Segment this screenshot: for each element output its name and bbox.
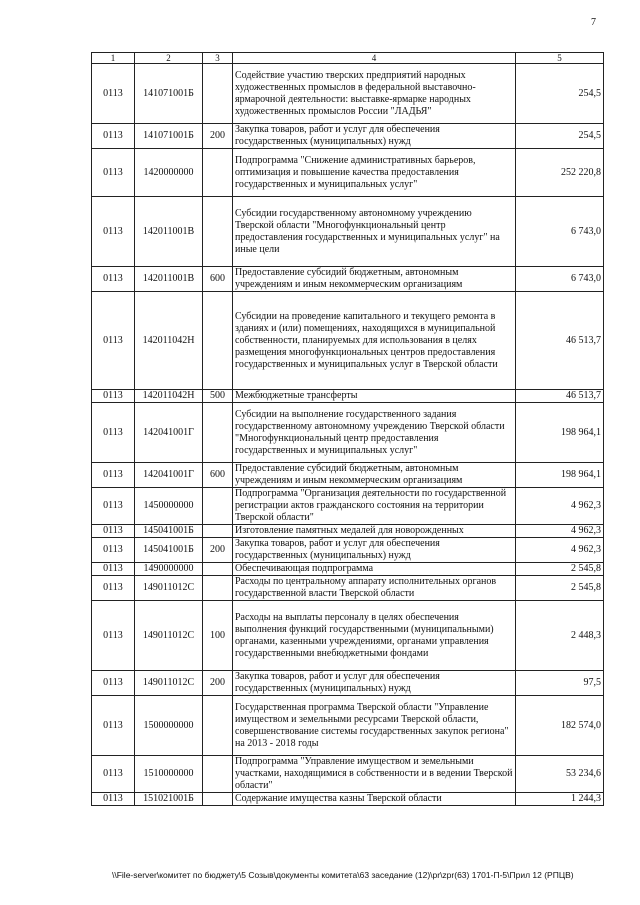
amount-cell: 2 448,3	[516, 601, 604, 671]
item-name-cell: Закупка товаров, работ и услуг для обеспечения государственных (муниципальных) нужд	[233, 538, 516, 563]
table-row	[92, 576, 604, 601]
section-code-cell: 0113	[92, 538, 135, 563]
expense-type-cell	[203, 756, 233, 793]
item-name-cell: Субсидии государственному автономному учреждению Тверской области "Многофункциональный центр предоставления государственных и муниципальных услуг" на иные цели	[233, 197, 516, 267]
item-name-cell: Расходы по центральному аппарату исполнительных органов государственной власти Тверской области	[233, 576, 516, 601]
target-code-cell: 145041001Б	[135, 538, 203, 563]
target-code-cell: 141071001Б	[135, 124, 203, 149]
section-code-cell: 0113	[92, 403, 135, 463]
amount-cell: 2 545,8	[516, 576, 604, 601]
item-name-cell: Подпрограмма "Управление имуществом и земельными участками, находящимися в собственности и в ведении Тверской области"	[233, 756, 516, 793]
section-code-cell: 0113	[92, 64, 135, 124]
expense-type-cell	[203, 576, 233, 601]
amount-cell: 53 234,6	[516, 756, 604, 793]
expense-type-cell: 200	[203, 538, 233, 563]
target-code-cell: 142011042Н	[135, 390, 203, 403]
section-code-cell: 0113	[92, 197, 135, 267]
target-code-cell: 1420000000	[135, 149, 203, 197]
table-row	[92, 793, 604, 806]
amount-cell: 4 962,3	[516, 488, 604, 525]
item-name-cell: Содержание имущества казны Тверской области	[233, 793, 516, 806]
expense-type-cell: 600	[203, 463, 233, 488]
section-code-cell: 0113	[92, 671, 135, 696]
amount-cell: 97,5	[516, 671, 604, 696]
amount-cell: 1 244,3	[516, 793, 604, 806]
table-row	[92, 124, 604, 149]
section-code-cell: 0113	[92, 601, 135, 671]
table-row	[92, 756, 604, 793]
section-code-cell: 0113	[92, 793, 135, 806]
target-code-cell: 1490000000	[135, 563, 203, 576]
expense-type-cell	[203, 793, 233, 806]
table-row	[92, 149, 604, 197]
budget-table	[91, 52, 604, 806]
item-name-cell: Расходы на выплаты персоналу в целях обеспечения выполнения функций государственными (муниципальными) органами, казенными учреждениями, органами управления государственными внебюджетными фондами	[233, 601, 516, 671]
item-name-cell: Субсидии на проведение капитального и текущего ремонта в зданиях и (или) помещениях, находящихся в муниципальной собственности, планируемых для использования в целях размещения многофункциональных центров предоставления государственных и муниципальных услуг в Тверской области	[233, 292, 516, 390]
table-row	[92, 601, 604, 671]
expense-type-cell	[203, 488, 233, 525]
amount-cell: 254,5	[516, 64, 604, 124]
item-name-cell: Межбюджетные трансферты	[233, 390, 516, 403]
table-row	[92, 390, 604, 403]
column-header: 1	[92, 53, 135, 64]
amount-cell: 2 545,8	[516, 563, 604, 576]
item-name-cell: Подпрограмма "Снижение административных барьеров, оптимизация и повышение качества предоставления государственных и муниципальных услуг"	[233, 149, 516, 197]
file-path-footer: \\File-server\комитет по бюджету\5 Созыв\документы комитета\63 заседание (12)\pr\zpr(63) 1701-П-5\Прил 12 (РПЦВ)	[112, 870, 574, 880]
expense-type-cell: 200	[203, 671, 233, 696]
item-name-cell: Изготовление памятных медалей для новорожденных	[233, 525, 516, 538]
target-code-cell: 1510000000	[135, 756, 203, 793]
amount-cell: 4 962,3	[516, 525, 604, 538]
item-name-cell: Подпрограмма "Организация деятельности по государственной регистрации актов гражданского состояния на территории Тверской области"	[233, 488, 516, 525]
table-row	[92, 696, 604, 756]
column-header: 4	[233, 53, 516, 64]
amount-cell: 46 513,7	[516, 390, 604, 403]
expense-type-cell	[203, 403, 233, 463]
section-code-cell: 0113	[92, 149, 135, 197]
amount-cell: 182 574,0	[516, 696, 604, 756]
table-row	[92, 64, 604, 124]
target-code-cell: 141071001Б	[135, 64, 203, 124]
table-row	[92, 463, 604, 488]
amount-cell: 4 962,3	[516, 538, 604, 563]
section-code-cell: 0113	[92, 525, 135, 538]
target-code-cell: 142041001Г	[135, 463, 203, 488]
amount-cell: 46 513,7	[516, 292, 604, 390]
expense-type-cell	[203, 696, 233, 756]
item-name-cell: Государственная программа Тверской области "Управление имуществом и земельными ресурсами Тверской области, совершенствование системы государственных закупок региона" на 2013 - 2018 годы	[233, 696, 516, 756]
section-code-cell: 0113	[92, 488, 135, 525]
item-name-cell: Содействие участию тверских предприятий народных художественных промыслов в федеральной выставочно-ярмарочной деятельности: выставке-ярмарке народных художественных промыслов России "ЛАДЬЯ"	[233, 64, 516, 124]
section-code-cell: 0113	[92, 696, 135, 756]
amount-cell: 6 743,0	[516, 197, 604, 267]
item-name-cell: Предоставление субсидий бюджетным, автономным учреждениям и иным некоммерческим организациям	[233, 267, 516, 292]
item-name-cell: Закупка товаров, работ и услуг для обеспечения государственных (муниципальных) нужд	[233, 671, 516, 696]
expense-type-cell	[203, 563, 233, 576]
column-header: 2	[135, 53, 203, 64]
target-code-cell: 1500000000	[135, 696, 203, 756]
table-row	[92, 292, 604, 390]
section-code-cell: 0113	[92, 463, 135, 488]
item-name-cell: Закупка товаров, работ и услуг для обеспечения государственных (муниципальных) нужд	[233, 124, 516, 149]
section-code-cell: 0113	[92, 292, 135, 390]
expense-type-cell	[203, 292, 233, 390]
table-row	[92, 525, 604, 538]
expense-type-cell: 500	[203, 390, 233, 403]
amount-cell: 254,5	[516, 124, 604, 149]
table-row	[92, 267, 604, 292]
table-header-row	[92, 53, 604, 64]
table-row	[92, 197, 604, 267]
section-code-cell: 0113	[92, 756, 135, 793]
target-code-cell: 149011012С	[135, 601, 203, 671]
table-row	[92, 538, 604, 563]
expense-type-cell	[203, 197, 233, 267]
section-code-cell: 0113	[92, 267, 135, 292]
target-code-cell: 145041001Б	[135, 525, 203, 538]
table-row	[92, 671, 604, 696]
table-row	[92, 403, 604, 463]
target-code-cell: 142011001В	[135, 197, 203, 267]
amount-cell: 198 964,1	[516, 403, 604, 463]
column-header: 5	[516, 53, 604, 64]
item-name-cell: Предоставление субсидий бюджетным, автономным учреждениям и иным некоммерческим организациям	[233, 463, 516, 488]
amount-cell: 252 220,8	[516, 149, 604, 197]
expense-type-cell: 100	[203, 601, 233, 671]
expense-type-cell	[203, 64, 233, 124]
column-header: 3	[203, 53, 233, 64]
target-code-cell: 1450000000	[135, 488, 203, 525]
page-number: 7	[591, 17, 596, 28]
item-name-cell: Обеспечивающая подпрограмма	[233, 563, 516, 576]
target-code-cell: 142011001В	[135, 267, 203, 292]
expense-type-cell	[203, 525, 233, 538]
section-code-cell: 0113	[92, 390, 135, 403]
target-code-cell: 151021001Б	[135, 793, 203, 806]
table-row	[92, 563, 604, 576]
target-code-cell: 142011042Н	[135, 292, 203, 390]
expense-type-cell	[203, 149, 233, 197]
section-code-cell: 0113	[92, 124, 135, 149]
amount-cell: 6 743,0	[516, 267, 604, 292]
target-code-cell: 149011012С	[135, 576, 203, 601]
item-name-cell: Субсидии на выполнение государственного задания государственному автономному учреждению Тверской области "Многофункциональный центр предоставления государственных и муниципальных услуг"	[233, 403, 516, 463]
expense-type-cell: 600	[203, 267, 233, 292]
section-code-cell: 0113	[92, 576, 135, 601]
target-code-cell: 142041001Г	[135, 403, 203, 463]
section-code-cell: 0113	[92, 563, 135, 576]
target-code-cell: 149011012С	[135, 671, 203, 696]
expense-type-cell: 200	[203, 124, 233, 149]
amount-cell: 198 964,1	[516, 463, 604, 488]
table-row	[92, 488, 604, 525]
